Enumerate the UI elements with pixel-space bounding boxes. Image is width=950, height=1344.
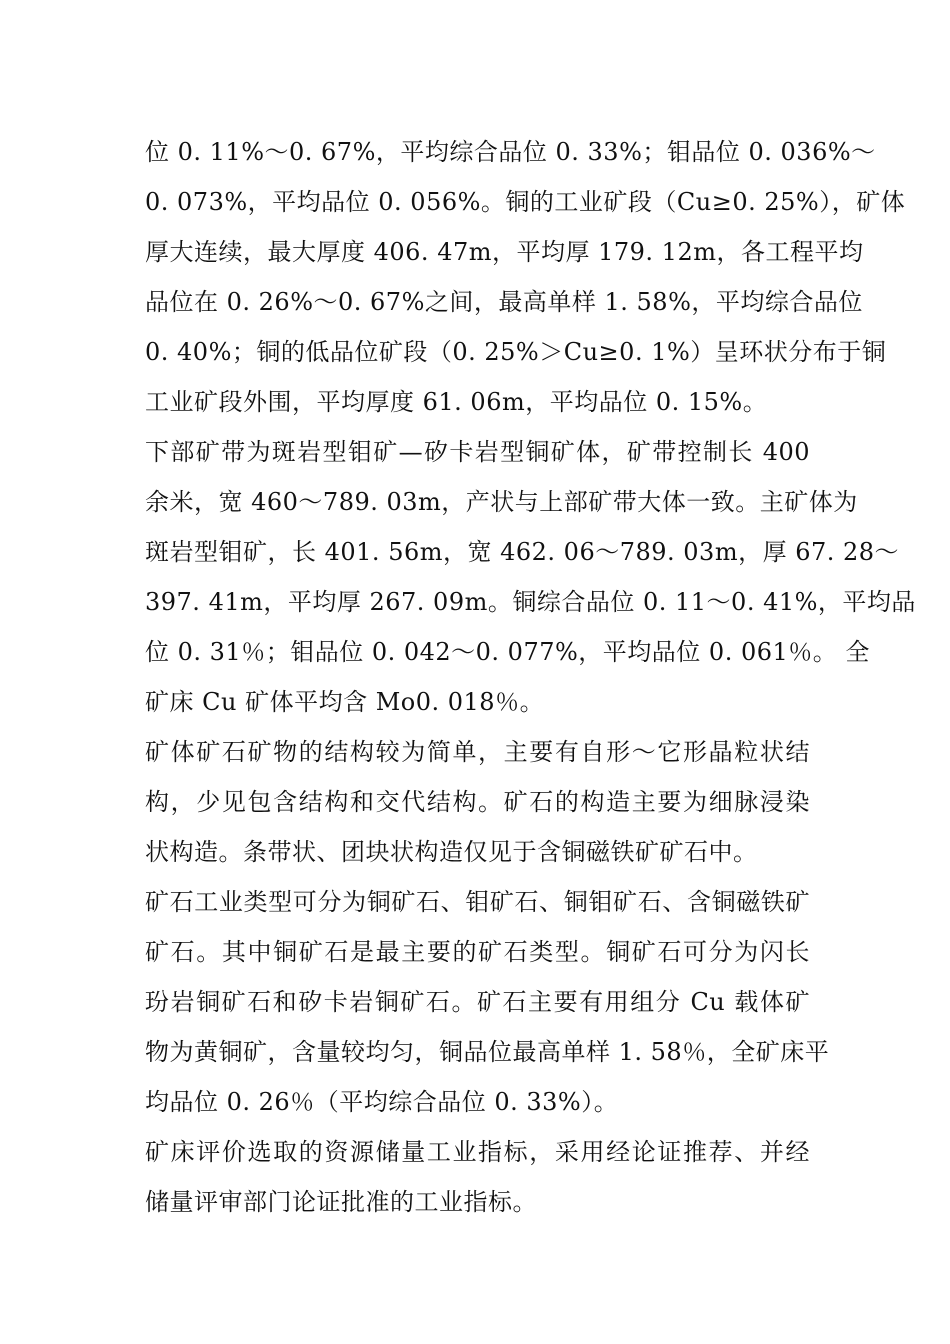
text-line: 构，少见包含结构和交代结构。矿石的构造主要为细脉浸染 (145, 788, 810, 816)
text-line: 工业矿段外围，平均厚度 61. 06m，平均品位 0. 15%。 (145, 388, 768, 416)
document-body (145, 127, 916, 1227)
text-line: 斑岩型钼矿，长 401. 56m，宽 462. 06～789. 03m，厚 67. 28～ (145, 538, 900, 566)
text-line: 矿床 Cu 矿体平均含 Mo0. 018％。 (145, 688, 545, 716)
text-line: 储量评审部门论证批准的工业指标。 (145, 1188, 537, 1216)
text-line: 矿石。其中铜矿石是最主要的矿石类型。铜矿石可分为闪长 (145, 938, 810, 966)
text-line: 厚大连续，最大厚度 406. 47m，平均厚 179. 12m，各工程平均 (145, 238, 864, 266)
text-line: 矿石工业类型可分为铜矿石、钼矿石、铜钼矿石、含铜磁铁矿 (145, 888, 810, 916)
text-line: 下部矿带为斑岩型钼矿—矽卡岩型铜矿体，矿带控制长 400 (145, 438, 810, 466)
paragraph-ore-types (145, 877, 830, 1127)
text-line: 位 0. 11%～0. 67%，平均综合品位 0. 33%；钼品位 0. 036%～ (145, 138, 876, 166)
text-line: 物为黄铜矿，含量较均匀，铜品位最高单样 1. 58％，全矿床平 (145, 1038, 830, 1066)
text-line: 状构造。条带状、团块状构造仅见于含铜磁铁矿矿石中。 (145, 838, 758, 866)
paragraph-industrial-indicators (145, 1127, 810, 1227)
text-line: 玢岩铜矿石和矽卡岩铜矿石。矿石主要有用组分 Cu 载体矿 (145, 988, 810, 1016)
text-line: 397. 41m，平均厚 267. 09m。铜综合品位 0. 11～0. 41%，平均品 (145, 588, 916, 616)
text-line: 品位在 0. 26%～0. 67%之间，最高单样 1. 58%，平均综合品位 (145, 288, 863, 316)
text-line: 均品位 0. 26％（平均综合品位 0. 33%）。 (145, 1088, 619, 1116)
paragraph-ore-structure (145, 727, 810, 877)
text-line: 0. 40%；铜的低品位矿段（0. 25%＞Cu≥0. 1%）呈环状分布于铜 (145, 338, 887, 366)
text-line: 0. 073%，平均品位 0. 056%。铜的工业矿段（Cu≥0. 25%），矿体 (145, 188, 906, 216)
text-line: 位 0. 31％；钼品位 0. 042～0. 077%，平均品位 0. 061％。 全 (145, 638, 870, 666)
text-line: 矿体矿石矿物的结构较为简单，主要有自形～它形晶粒状结 (145, 738, 810, 766)
paragraph-lower-ore-belt (145, 427, 916, 727)
text-line: 余米，宽 460～789. 03m，产状与上部矿带大体一致。主矿体为 (145, 488, 858, 516)
paragraph-copper-grade (145, 127, 906, 427)
text-line: 矿床评价选取的资源储量工业指标，采用经论证推荐、并经 (145, 1138, 810, 1166)
